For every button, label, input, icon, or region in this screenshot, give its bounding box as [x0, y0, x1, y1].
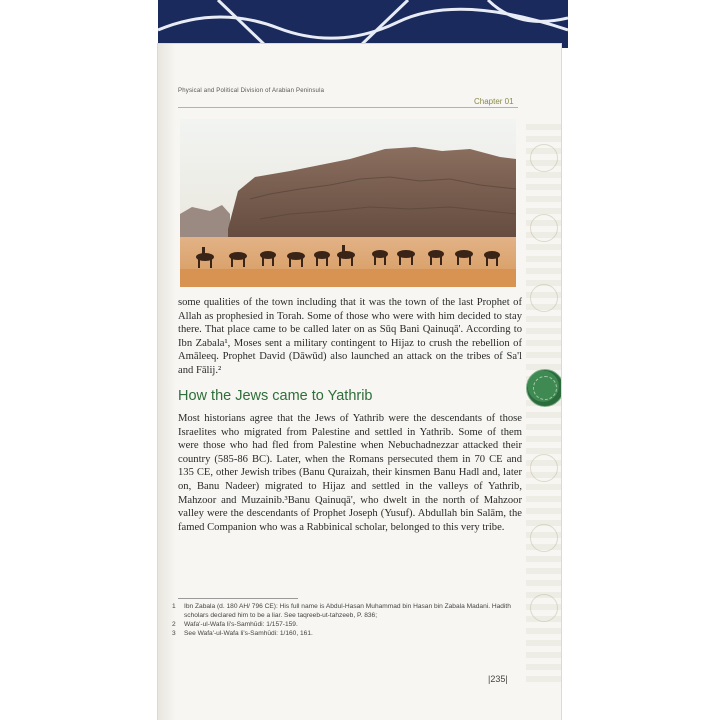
footnote-number: 2: [172, 621, 176, 628]
section-heading: How the Jews came to Yathrib: [178, 388, 373, 404]
book-page: [158, 44, 561, 720]
footnote-rule: [178, 598, 298, 599]
paragraph-text: some qualities of the town including that it was the town of the last Prophet of Allah as prophesied in Torah. Some of those who were with him decided to stay there. That place came to be called later on as Sūq Bani Qainuqā'. According to Ibn Zabala¹, Moses sent a military contingent to Hijaz to crush the rebellion of Amāleeq. Prophet David (Dāwūd) also launched an attack on the tribes of Sa'l and Fālij.²: [178, 297, 522, 376]
footnote-text: Wafa'-ul-Wafa li's-Samhūdi: 1/157-159.: [184, 621, 298, 628]
footnote-number: 1: [172, 603, 176, 610]
footnotes: [172, 602, 522, 638]
desert-caravan-photo: [180, 119, 516, 287]
paragraph-text: Most historians agree that the Jews of Yathrib were the descendants of those Israelites who migrated from Palestine and settled in Yathrib. Some of them were those who had fled from Palestine when Nebuchadnezzar attacked their country (585-86 BC). Later, when the Romans persecuted them in 70 CE and 135 CE, other Jewish tribes (Banu Quraizah, their kinsmen Banu Hadl and, later on, Banu Nadeer) migrated to Hijaz and settled in the valleys of Yathrib, Mahzoor and Muzainib.³Banu Qainuqā', who dwelt in the north of Mahzoor valley were the descendants of Prophet Joseph (Yusuf). Abdullah bin Salām, the famed Companion who was a Rabbinical scholar, belonged to this very tribe.: [178, 413, 522, 533]
calligraphy-seal: [526, 369, 561, 407]
body-paragraph-2: [178, 412, 522, 534]
footnote: [172, 620, 522, 629]
header-rule: [178, 107, 518, 108]
footnote: [172, 602, 522, 620]
footnote: [172, 629, 522, 638]
footnote-text: Ibn Zabala (d. 180 AH/ 796 CE): His full name is Abdul-Hasan Muhammad bin Hasan bin Zabala Madani. Hadith scholars declared him to be a liar. See taqreeb-ut-tahzeeb, P. 836;: [184, 603, 511, 619]
body-paragraph-1: [178, 296, 522, 378]
fabric-background: [158, 0, 568, 48]
footnote-number: 3: [172, 630, 176, 637]
page-number: |235|: [488, 674, 508, 684]
footnote-text: See Wafa'-ul-Wafa li's-Samhūdi: 1/160, 161.: [184, 630, 313, 637]
chapter-label: Chapter 01: [474, 97, 514, 106]
running-header: Physical and Political Division of Arabian Peninsula: [178, 88, 325, 94]
